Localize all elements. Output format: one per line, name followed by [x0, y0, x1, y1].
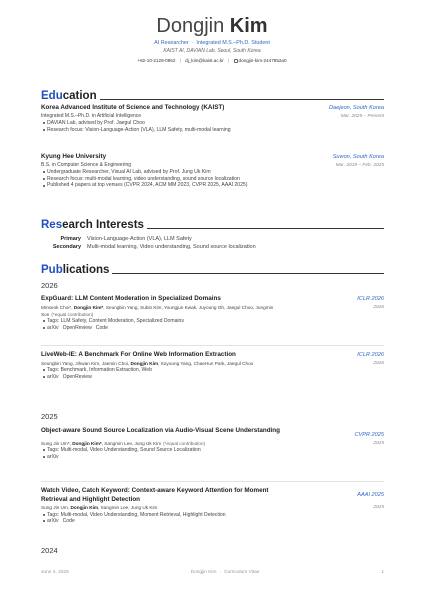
- code-link[interactable]: Code: [62, 518, 75, 525]
- email-link[interactable]: dj_kim@kaist.ac.kr: [185, 58, 224, 63]
- footer-date: June 4, 2026: [41, 570, 69, 575]
- publication-bullets: [41, 512, 384, 525]
- section-title-research-interests: Res earch Interests: [41, 218, 384, 232]
- degree: B.S. in Computer Science & Engineering: [41, 161, 132, 168]
- interest-row-primary: [41, 235, 384, 243]
- publication-authors: Sung Jin Um*, Dongjin Kim*, Sangmin Lee, Jung Uk Kim (*equal contribution): [41, 440, 206, 446]
- publication-bullets: [41, 318, 384, 331]
- interests-list: [41, 235, 384, 251]
- publication-watch-video: [41, 487, 384, 525]
- list-item: Research focus: Vision-Language-Action (VLA), LLM Safety, multi-modal learning: [41, 127, 384, 134]
- list-item: Published 4 papers at top venues (CVPR 2024, ACM MM 2023, CVPR 2025, AAAI 2025): [41, 182, 384, 189]
- education-date: Mar. 2019 – Feb. 2025: [335, 162, 384, 168]
- publication-bullets: [41, 367, 384, 380]
- degree: Integrated M.S.–Ph.D. in Artificial Intelligence: [41, 112, 142, 119]
- list-item: Undergraduate Researcher, Visual AI Lab, advised by Prof. Jung Uk Kim: [41, 169, 384, 176]
- publication-title: LiveWeb-IE: A Benchmark For Online Web Information Extraction: [41, 351, 236, 358]
- year-heading: 2025: [41, 412, 58, 421]
- school-location: Suwon, South Korea: [332, 154, 384, 160]
- section-title-publications: Pub lications: [41, 263, 384, 277]
- publication-liveweb-ie: [41, 351, 384, 380]
- section-title-education: Edu cation: [41, 89, 384, 103]
- publication-object-aware-ssl: [41, 427, 384, 460]
- last-name: Kim: [229, 15, 268, 37]
- arxiv-link[interactable]: arXiv: [47, 518, 59, 525]
- interest-row-secondary: [41, 243, 384, 251]
- publication-divider: [41, 345, 384, 346]
- linkedin-link[interactable]: dongjin-kim-2447852a0: [238, 58, 287, 63]
- contact-separator: |: [179, 58, 181, 63]
- address: KAIST AI, DAVIAN Lab, Seoul, South Korea: [163, 48, 261, 54]
- contact-row: [0, 58, 424, 63]
- positions: [0, 40, 424, 46]
- publication-links: [41, 374, 384, 381]
- education-bullets: [41, 120, 384, 133]
- interest-label: Secondary: [52, 244, 81, 250]
- position-separator: ·: [191, 40, 194, 46]
- page-number: 1: [381, 570, 384, 575]
- publication-venue: ICLR 2026: [357, 352, 384, 358]
- footer-title: Dongjin Kim · Curriculum Vitae: [190, 570, 260, 575]
- position-2: Integrated M.S.–Ph.D. Student: [196, 40, 270, 46]
- arxiv-link[interactable]: arXiv: [47, 373, 59, 380]
- school-name: Korea Advanced Institute of Science and Technology (KAIST): [41, 104, 225, 111]
- cv-header: [0, 14, 424, 63]
- school-location: Daejeon, South Korea: [328, 105, 384, 111]
- publication-links: [41, 454, 384, 461]
- list-item: Research focus: multi-modal learning, video understanding, sound source localization: [41, 176, 384, 183]
- publication-venue: ICLR 2026: [357, 296, 384, 302]
- publication-authors: Minseok Choi*, Dongjin Kim*, Seungbin Yang, Subin Kim, Youngjun Kwak, Juyoung Oh, Jaegul Choo, Jungmin Son (*equal contribution): [41, 304, 274, 317]
- publication-year: 2026: [373, 360, 384, 366]
- education-section: [41, 89, 384, 103]
- year-heading: 2024: [41, 546, 58, 555]
- section-rule: [147, 228, 384, 229]
- publication-venue: CVPR 2025: [354, 432, 384, 438]
- code-link[interactable]: Code: [95, 324, 108, 331]
- interest-label: Primary: [60, 236, 81, 242]
- linkedin-icon: [234, 59, 238, 63]
- publication-title: Object-aware Sound Source Localization via Audio-Visual Scene Understanding: [41, 427, 280, 434]
- publication-divider: [41, 481, 384, 482]
- publications-section: [41, 263, 384, 277]
- publication-links: [41, 518, 384, 525]
- contact-separator: |: [228, 58, 230, 63]
- phone-link[interactable]: +82-10-2128-0952: [137, 58, 176, 63]
- list-item: DAVIAN Lab, advised by Prof. Jaegul Choo: [41, 120, 384, 127]
- education-entry-kaist: [41, 104, 384, 133]
- section-rule: [112, 273, 384, 274]
- interest-value: Vision-Language-Action (VLA), LLM Safety: [87, 236, 192, 242]
- first-name: Dongjin: [156, 15, 225, 37]
- publication-links: [41, 325, 384, 332]
- arxiv-link[interactable]: arXiv: [47, 453, 59, 460]
- openreview-link[interactable]: OpenReview: [62, 324, 92, 331]
- publication-expguard: [41, 295, 384, 331]
- publication-year: 2026: [373, 304, 384, 310]
- position-1: AI Researcher: [154, 40, 189, 46]
- publication-bullets: [41, 447, 384, 460]
- section-rule: [100, 99, 384, 100]
- publication-tags: Tags: Multi-modal, Video Understanding, Moment Retrieval, Highlight Detection: [41, 512, 384, 519]
- publication-authors: Seungbin Yang, Jihwan Kim, Jaemin Choi, Dongjin Kim, Soyoung Yang, ChaeHun Park, Jaegul Choo: [41, 360, 254, 366]
- interest-value: Multi-modal learning, Video understanding, Sound source localization: [87, 244, 256, 250]
- publication-title: ExpGuard: LLM Content Moderation in Specialized Domains: [41, 295, 221, 302]
- year-heading: 2026: [41, 281, 58, 290]
- full-name: [0, 14, 424, 38]
- publication-year: 2025: [373, 505, 384, 510]
- openreview-link[interactable]: OpenReview: [62, 373, 92, 380]
- publication-tags: Tags: LLM Safety, Content Moderation, Specialized Domains: [41, 318, 384, 325]
- arxiv-link[interactable]: arXiv: [47, 324, 59, 331]
- education-entry-khu: [41, 153, 384, 189]
- page-footer: [41, 570, 384, 575]
- school-name: Kyung Hee University: [41, 153, 107, 160]
- research-interests-section: [41, 218, 384, 232]
- education-date: Mar. 2025 – Present: [340, 113, 384, 119]
- publication-tags: Tags: Multi-modal, Video Understanding, Sound Source Localization: [41, 447, 384, 454]
- education-bullets: [41, 169, 384, 189]
- publication-authors: Sung Jin Um, Dongjin Kim, Sangmin Lee, Jung Uk Kim: [41, 505, 158, 510]
- publication-year: 2025: [373, 440, 384, 446]
- publication-venue: AAAI 2025: [357, 492, 384, 498]
- publication-tags: Tags: Benchmark, Information Extraction, Web: [41, 367, 384, 374]
- publication-title: Watch Video, Catch Keyword: Context-aware Keyword Attention for Moment Retrieval and Highlight Detection: [41, 487, 269, 503]
